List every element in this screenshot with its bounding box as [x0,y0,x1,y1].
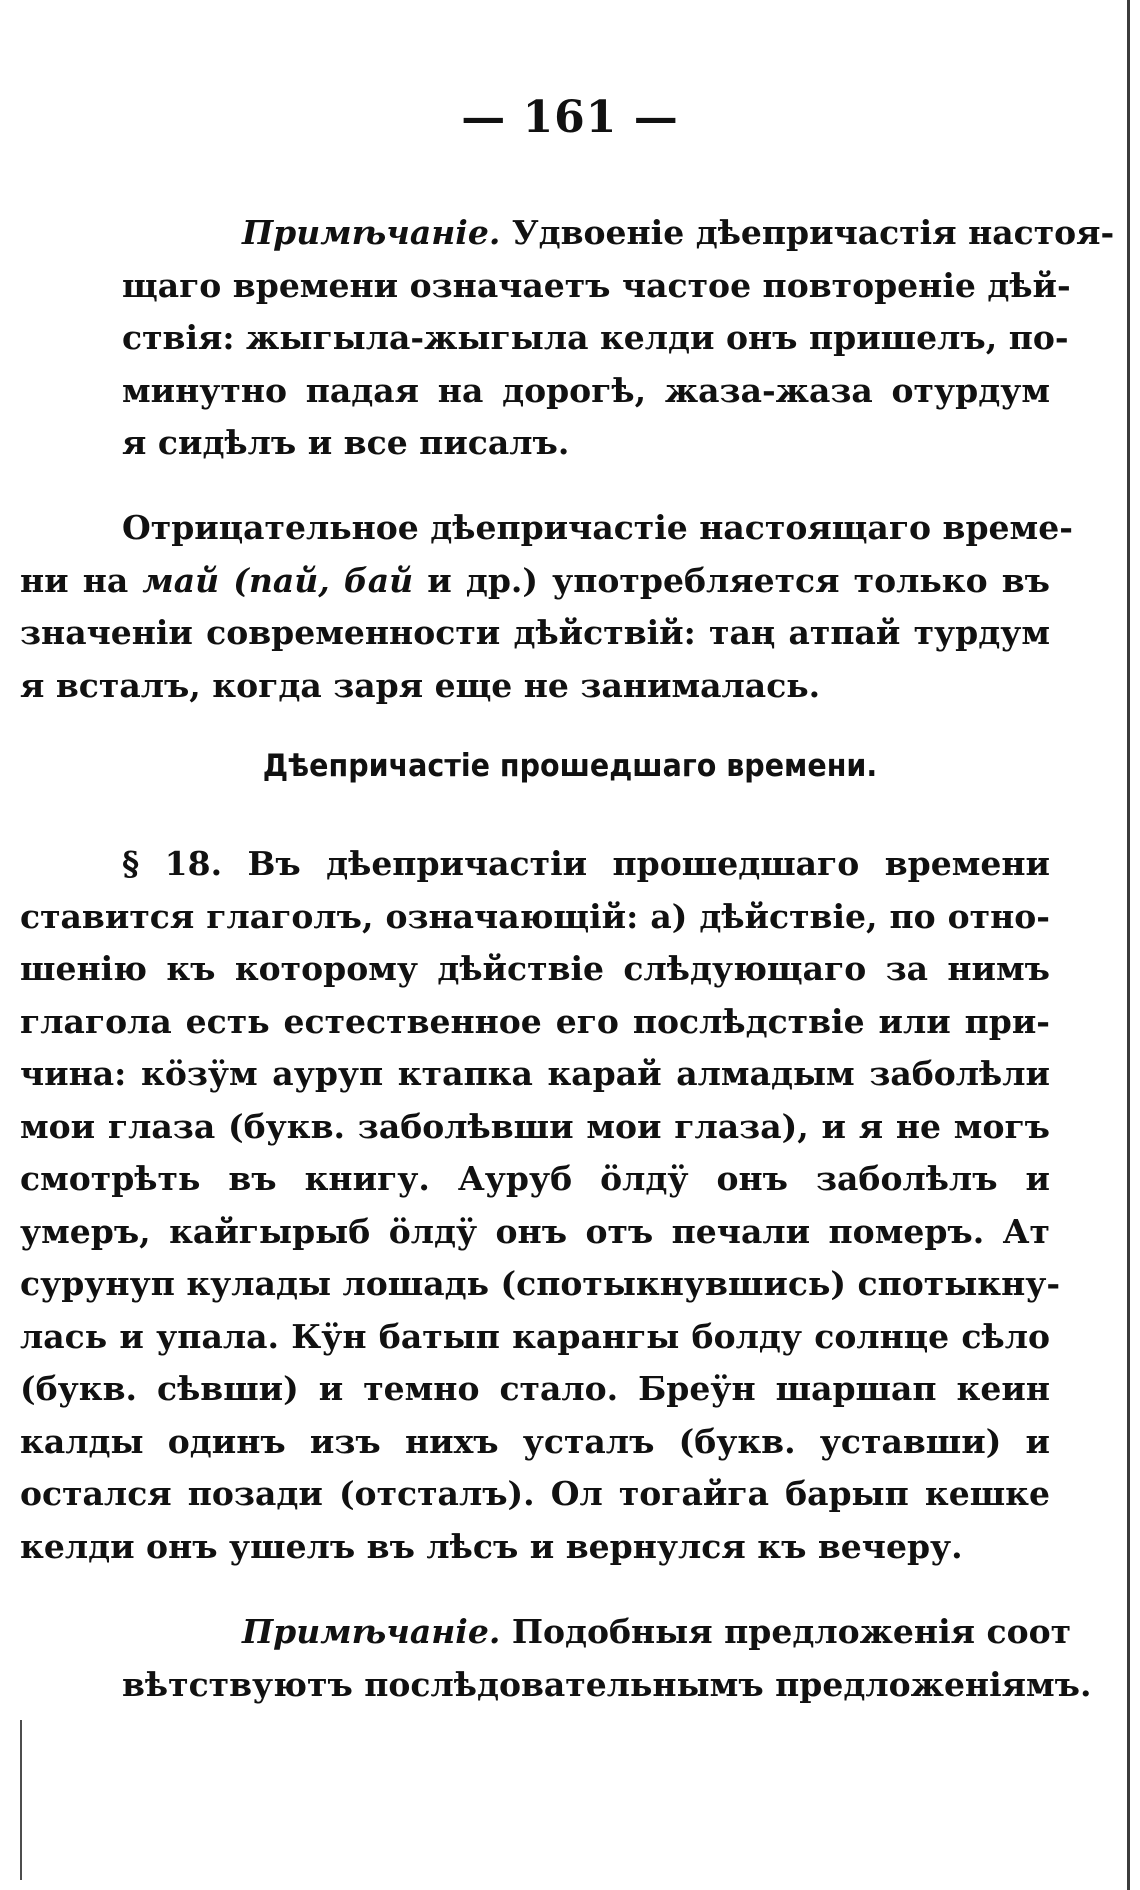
page-number: — 161 — [461,92,679,143]
note1-line-1 [20,207,1115,260]
para2-line-8: умеръ, кайгырыб öлдӱ онъ отъ печали померъ. Ат [20,1211,1050,1251]
para2-line-13: остался позади (отсталъ). Ол тогайга барып кешке [20,1474,1050,1513]
para2-line-6: мои глаза (букв. заболѣвши мои глаза), и я не могъ [20,1106,1050,1146]
note2-line-2: вѣтствуютъ послѣдовательнымъ предложеніямъ. [122,1664,1092,1704]
paragraph-1 [20,502,1073,712]
page-edge-line [1127,0,1134,1890]
para2-line-11: (букв. сѣвши) и темно стало. Бреӱн шаршап кеин [20,1369,1050,1408]
note1-text-1: Удвоеніе дѣепричастія настоя- [511,213,1115,252]
paragraph-2 [20,838,1061,1573]
para1-line2-italic: май (пай, бай [142,560,414,600]
para2-line-3: шенію къ которому дѣйствіе слѣдующаго за нимъ [20,949,1050,988]
para2-line-5: чина: кöзӱм ауруп ктапка карай алмадым заболѣли [20,1054,1050,1093]
para1-line2-end: и др.) употребляется только въ [413,560,1050,600]
note1-line-4: минутно падая на дорогѣ, жаза-жаза отурдум [122,370,1050,410]
para2-line-14: келди онъ ушелъ въ лѣсъ и вернулся къ вечеру. [20,1526,963,1566]
para1-line-4: я всталъ, когда заря еще не занималась. [20,665,821,705]
note1-line-2: щаго времени означаетъ частое повтореніе дѣй- [122,265,1071,305]
para1-line-1: Отрицательное дѣепричастіе настоящаго време- [122,508,1073,547]
para1-line-2 [20,555,1050,608]
margin-mark [20,1720,22,1880]
note-block-2 [20,1606,1092,1711]
para2-line-9: сурунуп кулады лошадь (спотыкнувшись) спотыкну- [20,1264,1061,1303]
para2-line-10: лась и упала. Кӱн батып карангы болду солнце сѣло [20,1316,1050,1356]
para1-line2-start: ни на [20,560,143,600]
section-heading: Дѣепричастіе прошедшаго времени. [262,748,878,784]
note1-line-5: я сидѣлъ и все писалъ. [122,423,570,462]
note1-label: Примѣчаніе. [242,213,501,252]
note2-text-1: Подобныя предложенія соот [511,1612,1072,1651]
para2-line-12: калды одинъ изъ нихъ усталъ (букв. уставши) и [20,1421,1050,1461]
para1-line-3: значеніи современности дѣйствій: таң атпай турдум [20,613,1050,652]
para2-line-2: ставится глаголъ, означающій: а) дѣйствіе, по отно- [20,896,1050,936]
para2-line-7: смотрѣть въ книгу. Ауруб öлдӱ онъ заболѣлъ и [20,1159,1050,1198]
para2-line-4: глагола есть естественное его послѣдствіе или при- [20,1001,1050,1041]
note-block-1 [20,207,1115,470]
note2-line-1 [20,1606,1072,1659]
para2-line-1: § 18. Въ дѣепричастіи прошедшаго времени [122,844,1050,883]
note2-label: Примѣчаніе. [242,1612,501,1651]
note1-line-3: ствія: жыгыла-жыгыла келди онъ пришелъ, по- [122,318,1069,357]
